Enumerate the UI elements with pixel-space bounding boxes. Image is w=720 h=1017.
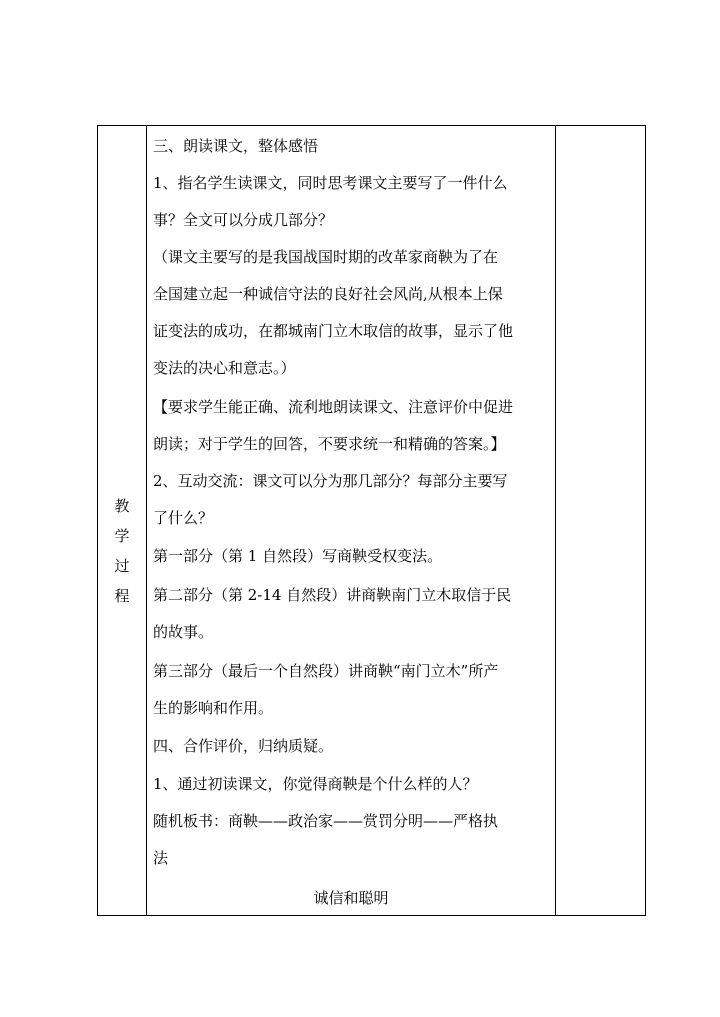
- text-line: 第二部分（第 2-14 自然段）讲商鞅南门立木取信于民: [153, 586, 512, 604]
- heading-cooperative-evaluation: 四、合作评价，归纳质疑。: [153, 737, 334, 755]
- text-line: （课文主要写的是我国战国时期的改革家商鞅为了在: [153, 248, 499, 266]
- section-label: [98, 491, 146, 611]
- text-line: 朗读；对于学生的回答，不要求统一和精确的答案。】: [153, 435, 506, 453]
- text-line: 证变法的成功，在都城南门立木取信的故事，显示了他: [153, 322, 514, 340]
- text-line: 随机板书：商鞅——政治家——赏罚分明——严格执: [153, 812, 499, 830]
- text-line: 的故事。: [153, 623, 214, 641]
- lesson-table: [97, 125, 646, 916]
- text-line: 第三部分（最后一个自然段）讲商鞅“南门立木”所产: [153, 662, 499, 680]
- text-line: 全国建立起一种诚信守法的良好社会风尚,从根本上保: [153, 285, 503, 303]
- content-cell: [147, 126, 555, 915]
- text-line: 事？全文可以分成几部分？: [153, 211, 334, 229]
- text-line: 2、互动交流：课文可以分为那几部分？每部分主要写: [153, 472, 508, 490]
- text-line: 了什么？: [153, 509, 214, 527]
- section-label-cell: [98, 126, 146, 915]
- board-note: 诚信和聪明: [313, 889, 389, 907]
- text-line: 1、指名学生读课文，同时思考课文主要写了一件什么: [153, 174, 508, 192]
- text-line: 生的影响和作用。: [153, 699, 274, 717]
- text-line: 第一部分（第 1 自然段）写商鞅受权变法。: [153, 547, 443, 565]
- text-line: 1、通过初读课文，你觉得商鞅是个什么样的人？: [153, 775, 478, 793]
- section-label-char: 学: [114, 527, 130, 545]
- section-label-char: 程: [114, 587, 130, 605]
- heading-read-aloud: 三、朗读课文，整体感悟: [153, 137, 319, 155]
- notes-cell: [556, 126, 645, 915]
- section-label-char: 过: [114, 557, 130, 575]
- section-label-char: 教: [114, 497, 130, 515]
- text-line: 【要求学生能正确、流利地朗读课文、注意评价中促进: [153, 398, 514, 416]
- text-line: 变法的决心和意志。）: [153, 359, 296, 377]
- text-line: 法: [153, 849, 169, 867]
